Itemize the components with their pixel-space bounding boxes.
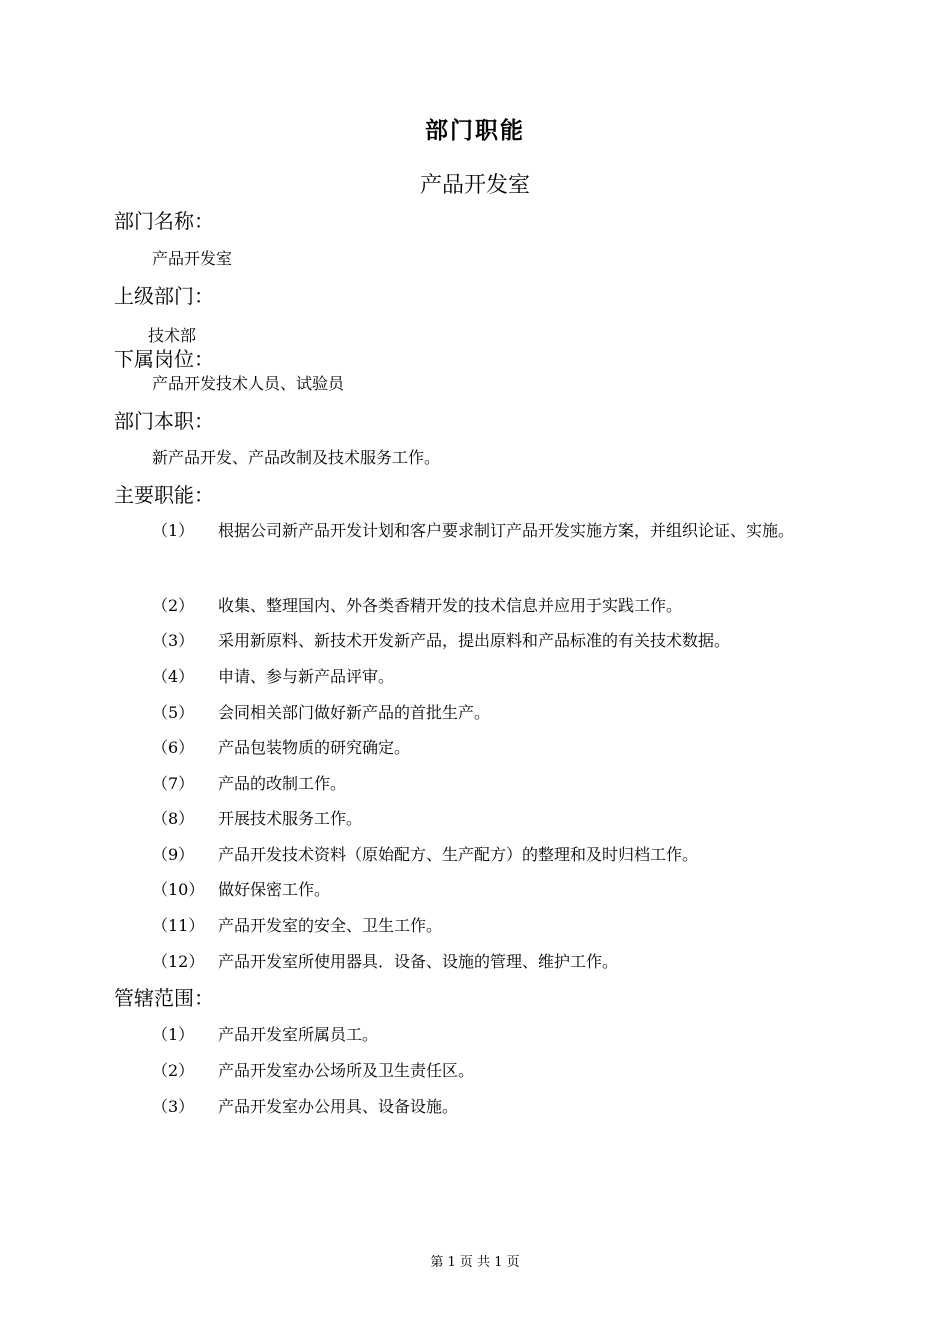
item-text: 采用新原料、新技术开发新产品，提出原料和产品标准的有关技术数据。 [218,631,731,650]
item-text: 申请、参与新产品评审。 [218,667,395,686]
scope-heading: 管辖范围： [114,986,214,1010]
dept-name-value: 产品开发室 [152,249,233,268]
item-text: 开展技术服务工作。 [218,809,363,828]
department-subtitle: 产品开发室 [419,173,530,198]
item-text: 根据公司新产品开发计划和客户要求制订产品开发实施方案，并组织论证、实施。 [218,521,795,540]
item-number: （1） [152,1025,195,1044]
item-number: （8） [152,809,195,828]
item-number: （11） [152,916,205,935]
dept-duty-value: 新产品开发、产品改制及技术服务工作。 [152,448,441,467]
item-text: 产品的改制工作。 [218,774,347,793]
item-number: （4） [152,667,195,686]
item-text: 产品开发室所使用器具．设备、设施的管理、维护工作。 [218,952,619,971]
page-title: 部门职能 [425,118,525,144]
item-number: （9） [152,845,195,864]
dept-name-heading: 部门名称： [114,209,214,233]
page-number-footer: 第 1 页 共 1 页 [430,1255,520,1270]
item-text: 收集、整理国内、外各类香精开发的技术信息并应用于实践工作。 [218,596,683,615]
item-number: （3） [152,631,195,650]
dept-duty-heading: 部门本职： [114,409,214,433]
subordinate-posts-value: 产品开发技术人员、试验员 [152,374,345,393]
item-number: （2） [152,596,195,615]
item-text: 产品开发室的安全、卫生工作。 [218,916,443,935]
superior-dept-heading: 上级部门： [114,284,214,308]
item-text: 产品包装物质的研究确定。 [218,738,411,757]
item-text: 产品开发室所属员工。 [218,1025,379,1044]
item-number: （10） [152,880,205,899]
item-number: （6） [152,738,195,757]
item-number: （12） [152,952,205,971]
item-number: （5） [152,703,195,722]
subordinate-posts-heading: 下属岗位： [114,347,214,371]
item-text: 产品开发室办公场所及卫生责任区。 [218,1061,475,1080]
item-text: 会同相关部门做好新产品的首批生产。 [218,703,491,722]
superior-dept-value: 技术部 [148,326,197,345]
item-number: （3） [152,1097,195,1116]
main-functions-heading: 主要职能： [114,483,214,507]
item-number: （1） [152,521,195,540]
item-text: 产品开发技术资料（原始配方、生产配方）的整理和及时归档工作。 [218,845,699,864]
item-text: 做好保密工作。 [218,880,331,899]
item-text: 产品开发室办公用具、设备设施。 [218,1097,459,1116]
item-number: （2） [152,1061,195,1080]
item-number: （7） [152,774,195,793]
